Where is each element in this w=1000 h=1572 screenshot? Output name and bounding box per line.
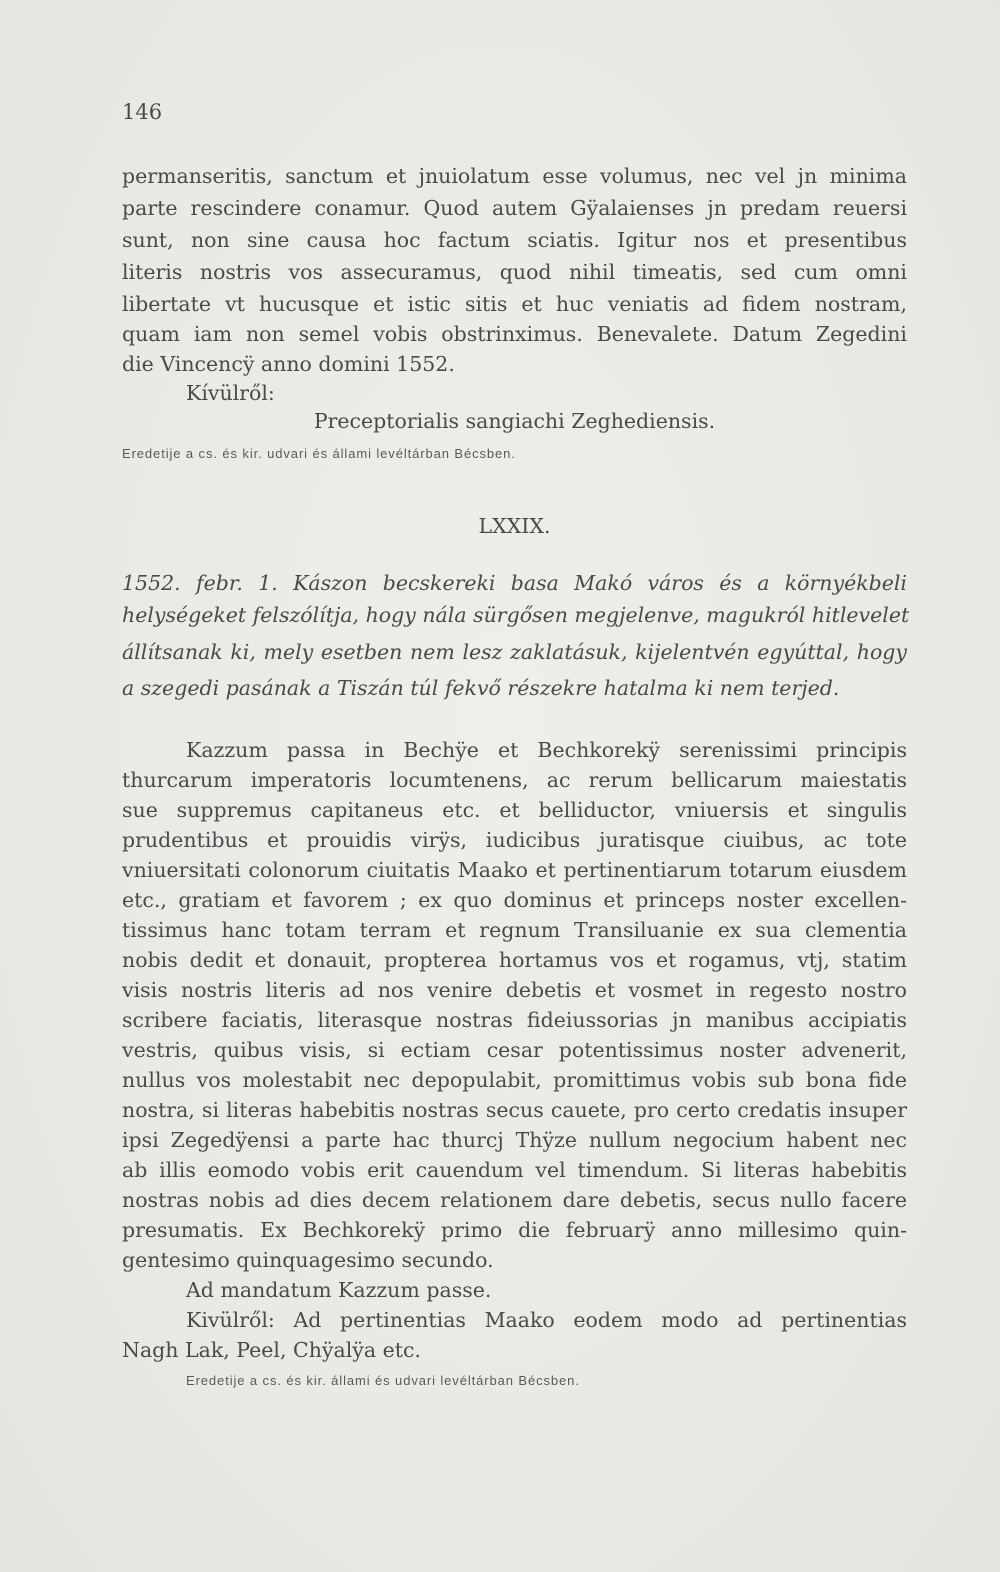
text-line: nullus vos molestabit nec depopulabit, promittimus vobis sub bona fide [122, 1068, 907, 1092]
text-line: Preceptorialis sangiachi Zeghediensis. [313, 409, 716, 433]
text-line: a szegedi pasának a Tiszán túl fekvő részekre hatalma ki nem terjed. [122, 676, 840, 700]
text-line: ab illis eomodo vobis erit cauendum vel timendum. Si literas habebitis [122, 1158, 907, 1182]
text-line: LXXIX. [478, 514, 551, 538]
text-line: sue suppremus capitaneus etc. et belliductor, vniuersis et singulis [122, 798, 907, 822]
text-line: presumatis. Ex Bechkorekÿ primo die februarÿ anno millesimo quin- [122, 1218, 907, 1242]
text-line: scribere faciatis, literasque nostras fideiussorias jn manibus accipiatis [122, 1008, 907, 1032]
text-line: tissimus hanc totam terram et regnum Transiluanie ex sua clementia [122, 918, 907, 942]
text-line: literis nostris vos assecuramus, quod nihil timeatis, sed cum omni [122, 260, 907, 284]
text-line: Ad mandatum Kazzum passe. [186, 1278, 492, 1302]
text-line: Eredetije a cs. és kir. állami és udvari levéltárban Bécsben. [186, 1373, 580, 1388]
text-line: gentesimo quinquagesimo secundo. [122, 1248, 494, 1272]
text-line: Kazzum passa in Bechÿe et Bechkorekÿ serenissimi principis [186, 738, 907, 762]
text-line: nostras nobis ad dies decem relationem dare debetis, secus nullo facere [122, 1188, 907, 1212]
text-line: quam iam non semel vobis obstrinximus. Benevalete. Datum Zegedini [122, 322, 907, 346]
text-line: Eredetije a cs. és kir. udvari és állami levéltárban Bécsben. [122, 446, 516, 461]
text-line: vniuersitati colonorum ciuitatis Maako et pertinentiarum totarum eiusdem [122, 858, 907, 882]
text-line: etc., gratiam et favorem ; ex quo dominus et princeps noster excellen- [122, 888, 907, 912]
text-line: helységeket felszólítja, hogy nála sürgősen megjelenve, magukról hitlevelet [122, 603, 910, 627]
text-line: vestris, quibus visis, si ectiam cesar potentissimus noster advenerit, [122, 1038, 907, 1062]
text-line: die Vincencÿ anno domini 1552. [122, 352, 455, 376]
text-line: visis nostris literis ad nos venire debetis et vosmet in regesto nostro [122, 978, 907, 1002]
text-line: sunt, non sine causa hoc factum sciatis. Igitur nos et presentibus [122, 228, 907, 252]
text-line: Kivülről: Ad pertinentias Maako eodem modo ad pertinentias [186, 1308, 907, 1332]
text-line: Kívülről: [186, 381, 275, 405]
text-line: thurcarum imperatoris locumtenens, ac rerum bellicarum maiestatis [122, 768, 907, 792]
text-line: nobis dedit et donauit, propterea hortamus vos et rogamus, vtj, statim [122, 948, 907, 972]
text-line: parte rescindere conamur. Quod autem Gÿalaienses jn predam reuersi [122, 196, 907, 220]
text-line: ipsi Zegedÿensi a parte hac thurcj Thÿze nullum negocium habent nec [122, 1128, 907, 1152]
text-line: nostra, si literas habebitis nostras secus cauete, pro certo credatis insuper [122, 1098, 907, 1122]
text-line: permanseritis, sanctum et jnuiolatum esse volumus, nec vel jn minima [122, 164, 907, 188]
text-line: állítsanak ki, mely esetben nem lesz zaklatásuk, kijelentvén egyúttal, hogy [122, 640, 907, 664]
text-line: Nagh Lak, Peel, Chÿalÿa etc. [122, 1338, 421, 1362]
page-number: 146 [122, 100, 163, 124]
text-line: 1552. febr. 1. Kászon becskereki basa Makó város és a környékbeli [122, 571, 907, 595]
text-line: prudentibus et prouidis virÿs, iudicibus juratisque ciuibus, ac tote [122, 828, 907, 852]
text-line: libertate vt hucusque et istic sitis et huc veniatis ad fidem nostram, [122, 292, 907, 316]
